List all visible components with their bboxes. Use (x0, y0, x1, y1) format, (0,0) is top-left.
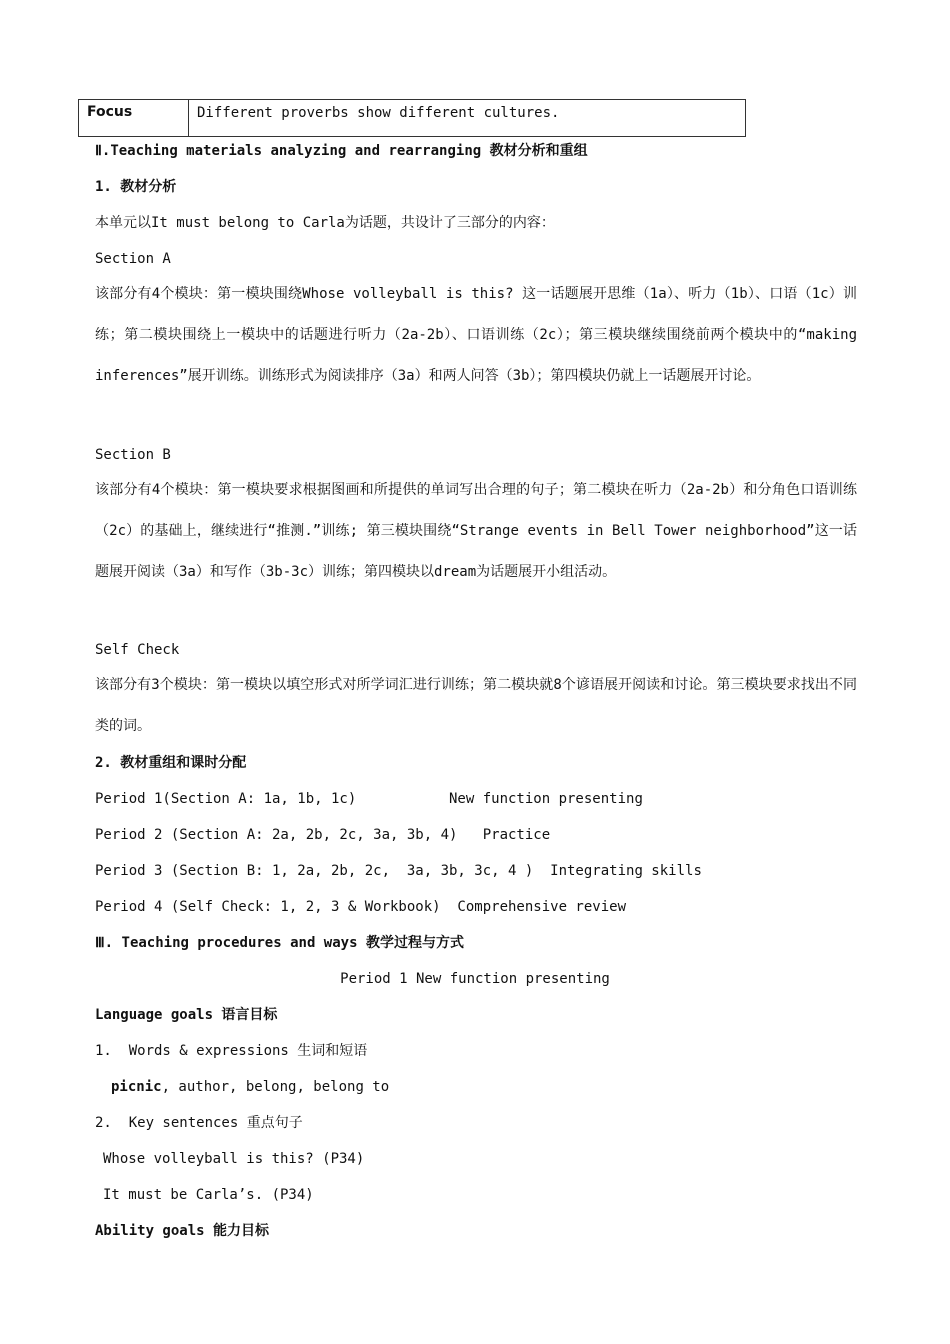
key-sentence: It must be Carla’s. (P34) (103, 1187, 314, 1203)
period-line: Period 2 (Section A: 2a, 2b, 2c, 3a, 3b, 4) Practice (95, 827, 551, 843)
section-a-title: Section A (95, 251, 171, 267)
focus-label: Focus (79, 100, 189, 136)
section-a-text: 该部分有4个模块：第一模块围绕Whose volleyball is this? 这一话题展开思维（1a）、听力（1b）、口语（1c）训练；第二模块围绕上一模块中的话题进行听力（2a-2b）、口语训练（2c）；第三模块继续围绕前两个模块中的“making inferences”展开训练。训练形式为阅读排序（3a）和两人问答（3b）；第四模块仍就上一话题展开讨论。 (95, 286, 857, 384)
focus-table (78, 99, 746, 137)
self-check-title: Self Check (95, 642, 180, 658)
words-expressions-item: 1. Words & expressions 生词和短语 (95, 1043, 368, 1059)
section-b-title: Section B (95, 447, 171, 463)
focus-value: Different proverbs show different cultures. (197, 105, 560, 121)
ability-goals-heading: Ability goals 能力目标 (95, 1223, 270, 1239)
vocabulary-bold-word: picnic (111, 1079, 162, 1095)
section-b-text: 该部分有4个模块：第一模块要求根据图画和所提供的单词写出合理的句子；第二模块在听力（2a-2b）和分角色口语训练（2c）的基础上，继续进行“推测.”训练; 第三模块围绕“Strange events in Bell Tower neighborhood”这一话题展开阅读（3a）和写作（3b-3c）训练；第四模块以dream为话题展开小组活动。 (95, 482, 857, 580)
key-sentences-item: 2. Key sentences 重点句子 (95, 1115, 303, 1131)
section2-heading: Ⅱ.Teaching materials analyzing and rearranging 教材分析和重组 (95, 143, 588, 159)
self-check-text: 该部分有3个模块：第一模块以填空形式对所学词汇进行训练；第二模块就8个谚语展开阅读和讨论。第三模块要求找出不同类的词。 (95, 677, 857, 734)
period-title: Period 1 New function presenting (340, 971, 610, 987)
period-line: Period 1(Section A: 1a, 1b, 1c) New function presenting (95, 791, 643, 807)
subheading-textbook-analysis: 1. 教材分析 (95, 179, 177, 195)
subheading-rearranging: 2. 教材重组和课时分配 (95, 755, 247, 771)
vocabulary-rest: , author, belong, belong to (161, 1079, 390, 1095)
section3-heading: Ⅲ. Teaching procedures and ways 教学过程与方式 (95, 935, 464, 951)
period-line: Period 4 (Self Check: 1, 2, 3 & Workbook) Comprehensive review (95, 899, 627, 915)
unit-intro: 本单元以It must belong to Carla为话题，共设计了三部分的内容： (95, 215, 555, 231)
key-sentence: Whose volleyball is this? (P34) (103, 1151, 365, 1167)
vocabulary-line (111, 1077, 389, 1097)
period-line: Period 3 (Section B: 1, 2a, 2b, 2c, 3a, 3b, 3c, 4 ) Integrating skills (95, 863, 702, 879)
language-goals-heading: Language goals 语言目标 (95, 1007, 278, 1023)
